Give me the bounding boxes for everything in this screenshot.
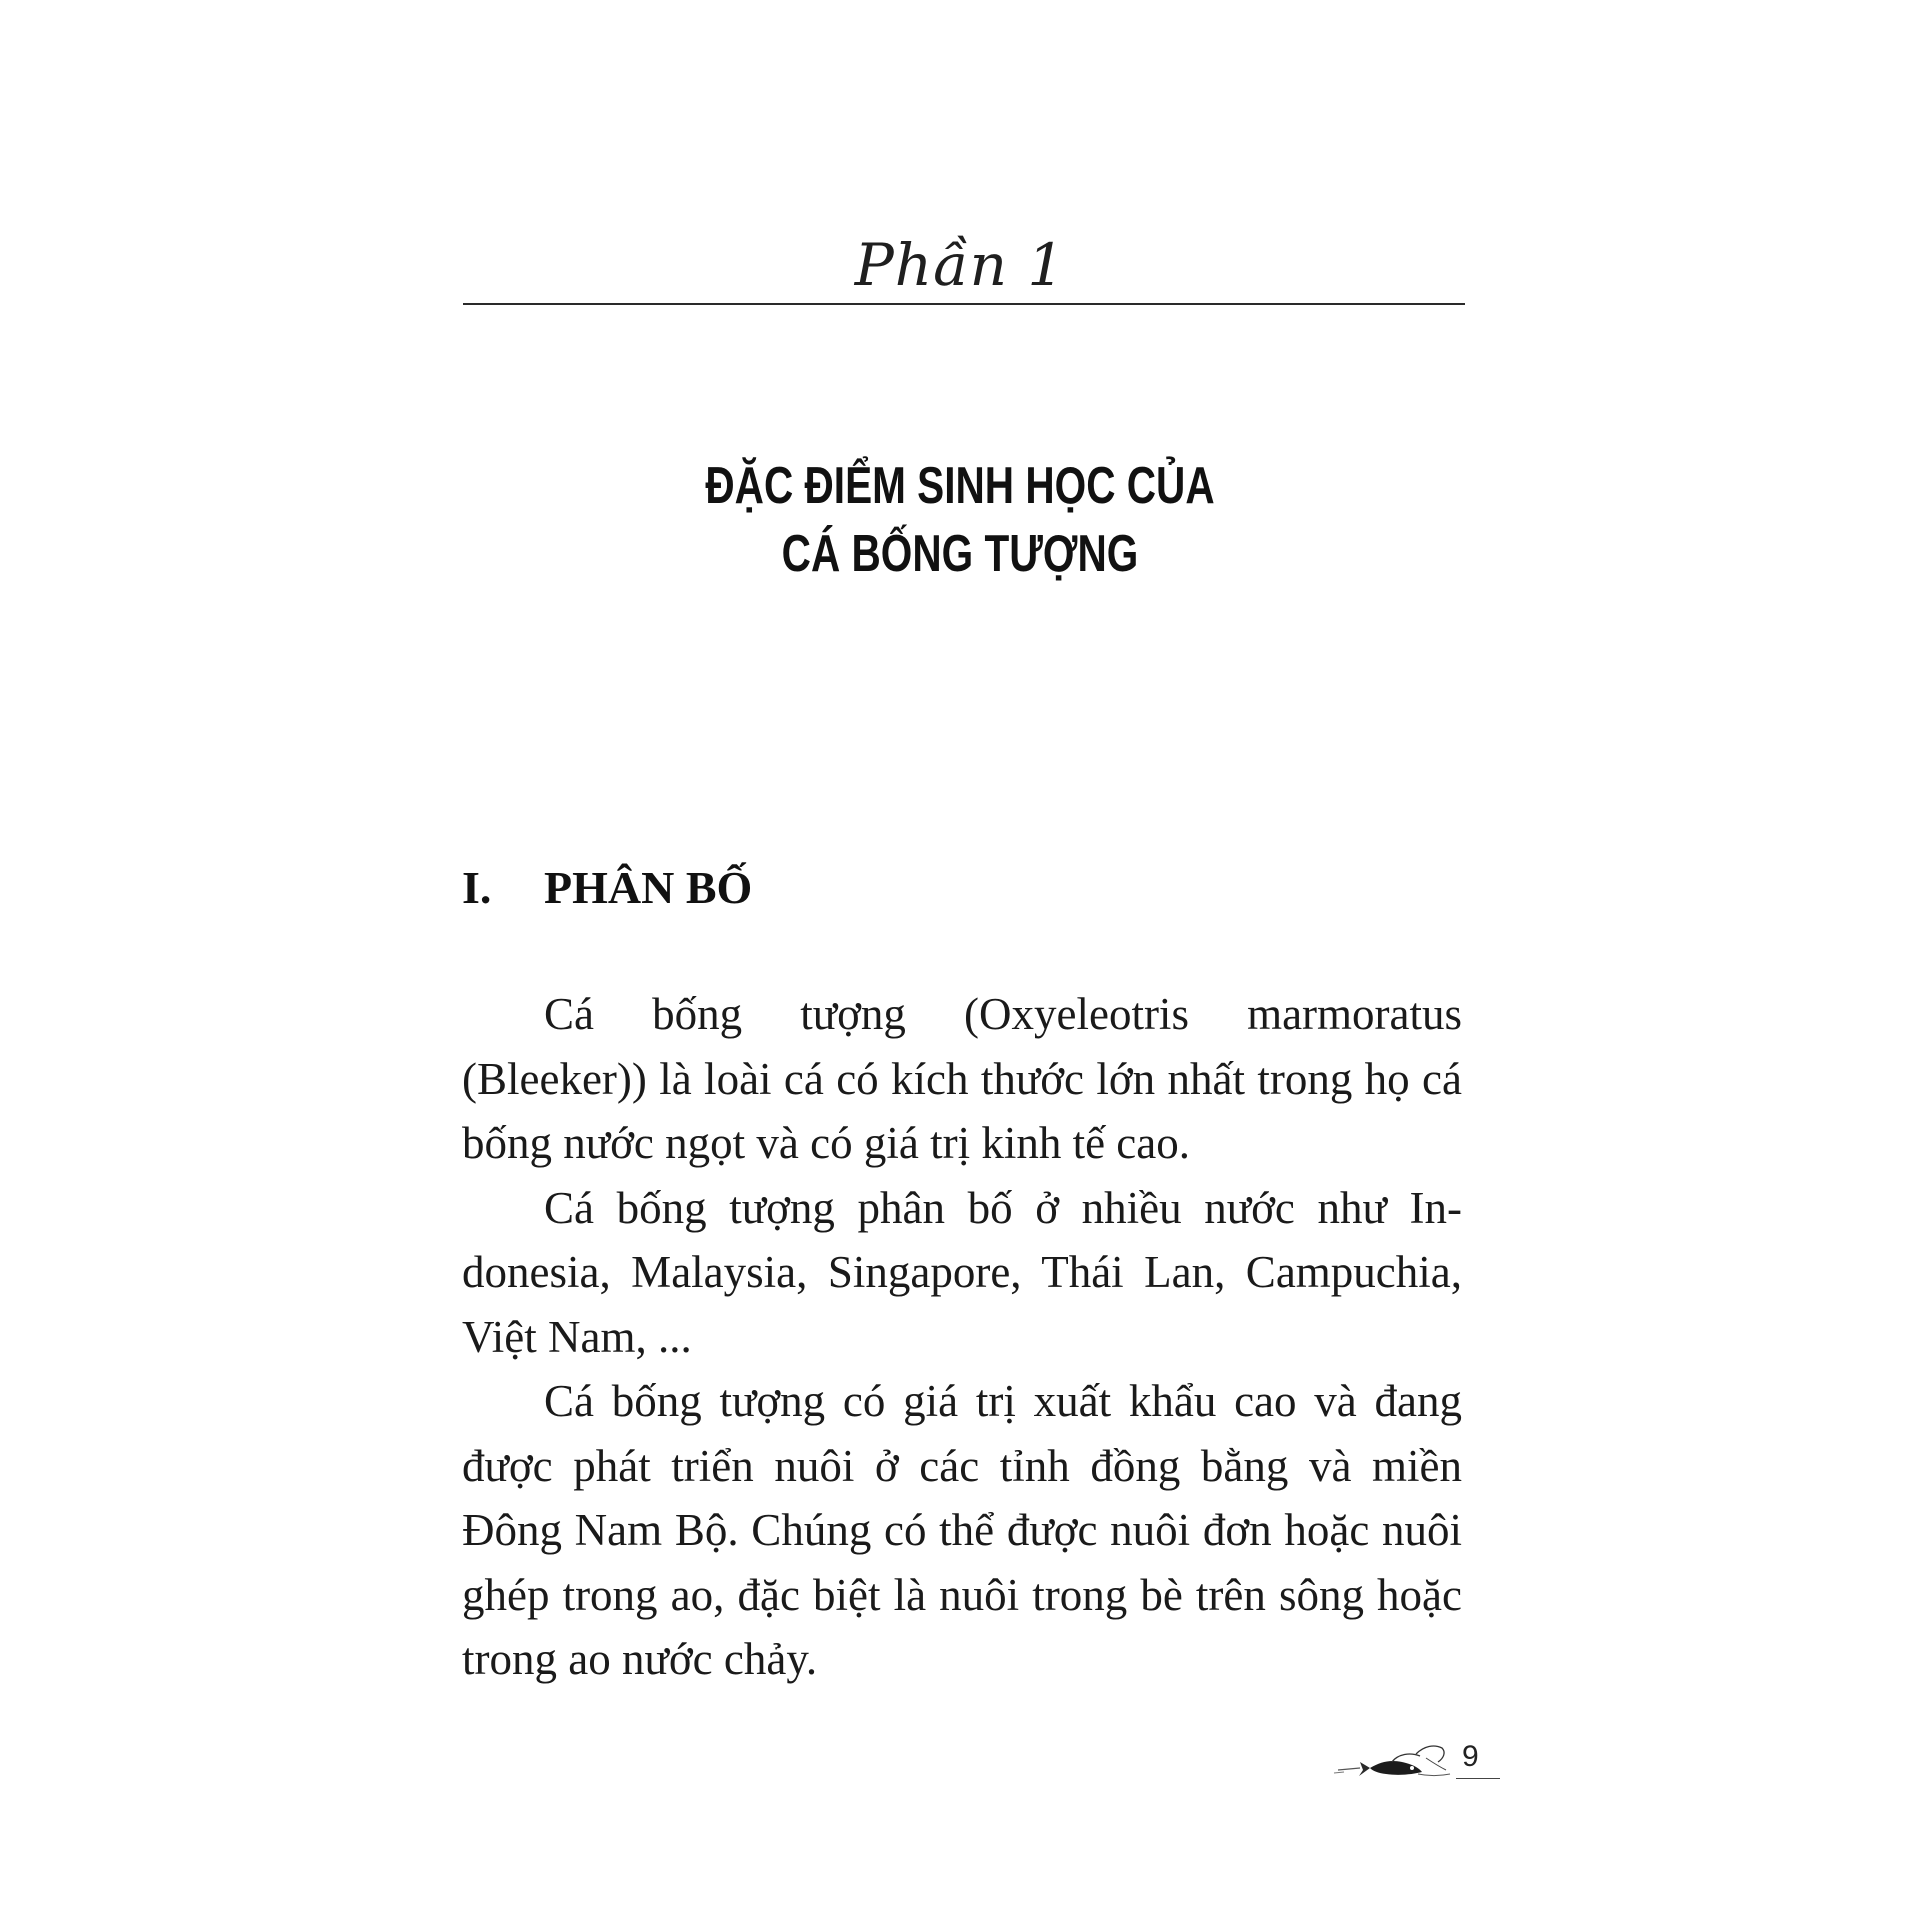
part-divider <box>463 303 1465 305</box>
body-text <box>462 982 1462 1692</box>
footer-rule <box>1456 1778 1500 1779</box>
paragraph-1: Cá bống tượng (Oxyeleotris marmoratus (Bleeker)) là loài cá có kích thước lớn nhất trong họ cá bống nước ngọt và có giá trị kinh tế cao. <box>462 989 1462 1168</box>
chapter-title-line-2: CÁ BỐNG TƯỢNG <box>781 525 1139 583</box>
paragraph-2: Cá bống tượng phân bố ở nhiều nước như Indonesia, Malaysia, Singapore, Thái Lan, Campuchia, Việt Nam, ... <box>462 1182 1462 1362</box>
section-heading <box>462 858 752 918</box>
fish-sketch-icon <box>1330 1728 1460 1788</box>
page-number: 9 <box>1462 1740 1479 1773</box>
chapter-title <box>648 452 1272 588</box>
section-number: I. <box>462 862 492 913</box>
chapter-title-line-1: ĐẶC ĐIỂM SINH HỌC CỦA <box>705 457 1215 515</box>
paragraph-3: Cá bống tượng có giá trị xuất khẩu cao và đang được phát triển nuôi ở các tỉnh đồng bằng và miền Đông Nam Bộ. Chúng có thể được nuôi đơn hoặc nuôi ghép trong ao, đặc biệt là nuôi trong bè trên sông hoặc trong ao nước chảy. <box>462 1376 1462 1684</box>
page-footer <box>1330 1728 1500 1788</box>
section-title: PHÂN BỐ <box>544 862 753 913</box>
part-title: Phần 1 <box>854 231 1066 299</box>
